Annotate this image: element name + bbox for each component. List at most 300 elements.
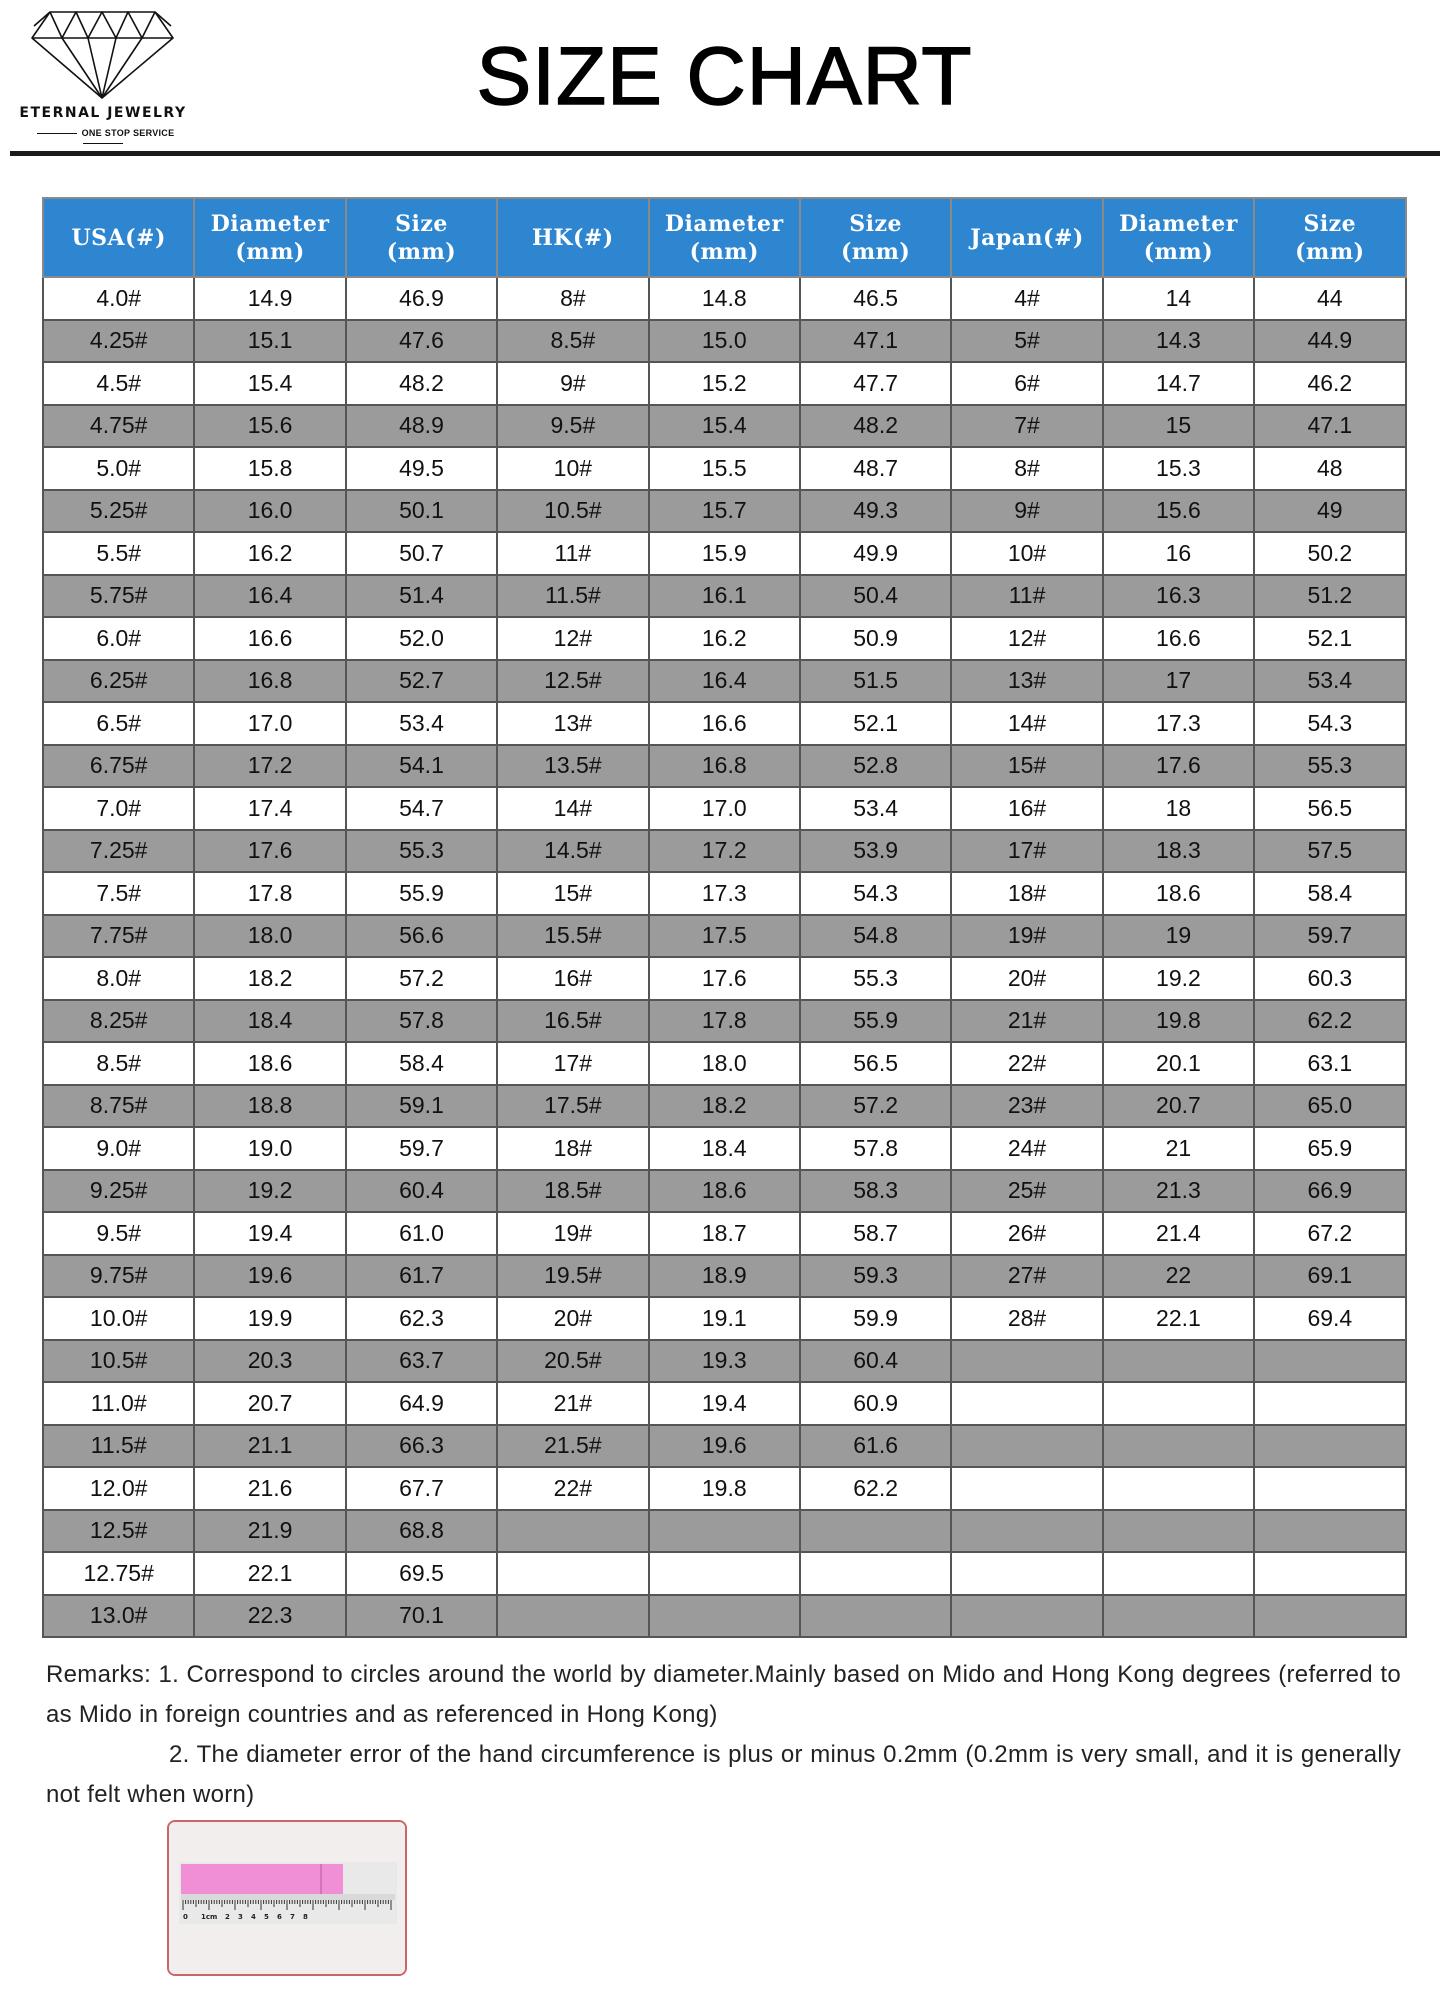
table-row — [43, 1297, 1406, 1340]
table-cell-hk-size: 19# — [497, 1212, 648, 1255]
table-cell-hk-diameter: 17.3 — [649, 872, 800, 915]
table-cell-usa-diameter: 22.3 — [194, 1595, 345, 1638]
brand-tagline-text: ONE STOP SERVICE — [81, 128, 175, 138]
ruler-image — [169, 1822, 405, 1974]
table-cell-usa-diameter: 16.4 — [194, 575, 345, 618]
header-text: Size — [1303, 210, 1357, 237]
table-cell-japan-diameter — [1103, 1382, 1254, 1425]
table-cell-usa-circumference: 55.9 — [346, 872, 497, 915]
table-cell-usa-circumference: 50.1 — [346, 490, 497, 533]
table-cell-usa-size: 10.5# — [43, 1340, 194, 1383]
table-cell-hk-circumference: 58.3 — [800, 1170, 951, 1213]
remark-1: Remarks: 1. Correspond to circles around the world by diameter.Mainly based on Mido and Hong Kong degrees (referred to as Mido in foreign countries and as referenced in Hong Kong) — [46, 1661, 1401, 1728]
ruler-tick-label: 6 — [277, 1913, 282, 1921]
table-cell-hk-diameter: 17.5 — [649, 915, 800, 958]
remarks — [46, 1655, 1401, 1815]
table-cell-hk-diameter: 17.0 — [649, 787, 800, 830]
table-cell-usa-diameter: 17.4 — [194, 787, 345, 830]
table-row — [43, 957, 1406, 1000]
table-row — [43, 490, 1406, 533]
table-cell-japan-diameter: 21.4 — [1103, 1212, 1254, 1255]
ruler-unit-label: 1cm — [201, 1913, 218, 1921]
table-cell-hk-size: 17.5# — [497, 1085, 648, 1128]
table-cell-japan-diameter — [1103, 1595, 1254, 1638]
table-header-row — [43, 198, 1406, 277]
table-cell-usa-size: 9.75# — [43, 1255, 194, 1298]
ruler-tick-label: 0 — [183, 1913, 188, 1921]
table-cell-usa-circumference: 55.3 — [346, 830, 497, 873]
table-cell-japan-diameter: 18.6 — [1103, 872, 1254, 915]
table-cell-usa-circumference: 48.9 — [346, 405, 497, 448]
table-cell-hk-size: 18# — [497, 1127, 648, 1170]
table-cell-hk-circumference: 61.6 — [800, 1425, 951, 1468]
table-cell-hk-circumference: 52.1 — [800, 702, 951, 745]
table-cell-japan-circumference — [1254, 1595, 1405, 1638]
table-cell-usa-circumference: 52.0 — [346, 617, 497, 660]
table-cell-japan-size: 15# — [951, 745, 1102, 788]
table-cell-hk-size: 12# — [497, 617, 648, 660]
table-cell-japan-circumference — [1254, 1340, 1405, 1383]
table-cell-hk-circumference: 55.9 — [800, 1000, 951, 1043]
table-cell-japan-size: 7# — [951, 405, 1102, 448]
ruler-tick-label: 4 — [251, 1913, 256, 1921]
header-text: Size — [849, 210, 903, 237]
table-cell-japan-diameter: 21 — [1103, 1127, 1254, 1170]
table-cell-japan-size: 26# — [951, 1212, 1102, 1255]
table-cell-hk-size: 17# — [497, 1042, 648, 1085]
table-cell-hk-circumference: 47.1 — [800, 320, 951, 363]
table-cell-japan-circumference: 58.4 — [1254, 872, 1405, 915]
header-usa-diameter — [194, 198, 345, 277]
header-japan-size — [951, 198, 1102, 277]
table-cell-usa-size: 13.0# — [43, 1595, 194, 1638]
table-cell-japan-diameter: 20.7 — [1103, 1085, 1254, 1128]
table-cell-hk-size: 9.5# — [497, 405, 648, 448]
table-cell-hk-circumference: 59.3 — [800, 1255, 951, 1298]
table-cell-hk-size: 18.5# — [497, 1170, 648, 1213]
table-cell-usa-diameter: 16.2 — [194, 532, 345, 575]
table-cell-japan-size: 4# — [951, 277, 1102, 320]
table-row — [43, 617, 1406, 660]
header-text: Diameter — [210, 210, 330, 237]
table-cell-hk-circumference: 48.7 — [800, 447, 951, 490]
title-divider — [10, 151, 1440, 156]
table-cell-japan-circumference: 66.9 — [1254, 1170, 1405, 1213]
header-hk-circumference — [800, 198, 951, 277]
table-cell-usa-circumference: 54.7 — [346, 787, 497, 830]
table-cell-usa-diameter: 15.8 — [194, 447, 345, 490]
table-body — [43, 277, 1406, 1637]
table-cell-usa-size: 6.5# — [43, 702, 194, 745]
table-cell-japan-size: 10# — [951, 532, 1102, 575]
table-cell-japan-size: 8# — [951, 447, 1102, 490]
table-cell-usa-diameter: 14.9 — [194, 277, 345, 320]
header-text: (mm) — [1295, 238, 1365, 265]
remark-2: 2. The diameter error of the hand circumference is plus or minus 0.2mm (0.2mm is very small, and it is generally not felt when worn) — [46, 1741, 1401, 1808]
header-text: (mm) — [386, 238, 457, 265]
table-cell-hk-diameter: 15.7 — [649, 490, 800, 533]
table-cell-hk-size: 22# — [497, 1467, 648, 1510]
table-cell-hk-circumference: 53.4 — [800, 787, 951, 830]
table-cell-hk-circumference: 57.2 — [800, 1085, 951, 1128]
table-cell-hk-size: 14.5# — [497, 830, 648, 873]
table-cell-usa-size: 6.0# — [43, 617, 194, 660]
table-cell-japan-size: 9# — [951, 490, 1102, 533]
header-text: Size — [395, 210, 448, 237]
table-cell-usa-diameter: 16.6 — [194, 617, 345, 660]
table-cell-japan-diameter: 17.6 — [1103, 745, 1254, 788]
table-cell-usa-circumference: 59.7 — [346, 1127, 497, 1170]
table-cell-hk-size: 19.5# — [497, 1255, 648, 1298]
table-row — [43, 787, 1406, 830]
table-row — [43, 1170, 1406, 1213]
table-cell-japan-circumference: 50.2 — [1254, 532, 1405, 575]
table-cell-hk-size: 15.5# — [497, 915, 648, 958]
table-cell-japan-size: 16# — [951, 787, 1102, 830]
table-cell-hk-size: 11.5# — [497, 575, 648, 618]
table-cell-japan-size — [951, 1425, 1102, 1468]
table-cell-japan-diameter — [1103, 1552, 1254, 1595]
table-cell-usa-circumference: 68.8 — [346, 1510, 497, 1553]
table-cell-usa-circumference: 46.9 — [346, 277, 497, 320]
table-cell-japan-circumference: 46.2 — [1254, 362, 1405, 405]
table-cell-usa-size: 7.0# — [43, 787, 194, 830]
table-cell-hk-circumference: 53.9 — [800, 830, 951, 873]
table-cell-usa-circumference: 52.7 — [346, 660, 497, 703]
table-cell-japan-diameter: 14 — [1103, 277, 1254, 320]
table-cell-hk-diameter: 19.8 — [649, 1467, 800, 1510]
table-cell-japan-size: 28# — [951, 1297, 1102, 1340]
ruler-tick-label: 3 — [238, 1913, 243, 1921]
table-cell-japan-diameter: 19.2 — [1103, 957, 1254, 1000]
table-cell-hk-diameter: 19.1 — [649, 1297, 800, 1340]
table-cell-hk-size: 11# — [497, 532, 648, 575]
table-cell-japan-diameter: 16.3 — [1103, 575, 1254, 618]
tagline-rule-right — [83, 143, 123, 144]
table-row — [43, 1425, 1406, 1468]
table-cell-hk-size: 16# — [497, 957, 648, 1000]
table-cell-usa-circumference: 49.5 — [346, 447, 497, 490]
table-cell-japan-size: 21# — [951, 1000, 1102, 1043]
table-cell-hk-diameter: 15.0 — [649, 320, 800, 363]
table-cell-usa-size: 5.25# — [43, 490, 194, 533]
table-cell-japan-size: 20# — [951, 957, 1102, 1000]
table-cell-usa-circumference: 66.3 — [346, 1425, 497, 1468]
table-cell-hk-diameter: 17.8 — [649, 1000, 800, 1043]
table-cell-hk-diameter: 14.8 — [649, 277, 800, 320]
table-cell-hk-diameter: 16.1 — [649, 575, 800, 618]
table-cell-usa-circumference: 57.8 — [346, 1000, 497, 1043]
table-cell-japan-circumference: 48 — [1254, 447, 1405, 490]
table-cell-japan-diameter: 16.6 — [1103, 617, 1254, 660]
ruler-tick-label: 8 — [303, 1913, 308, 1921]
table-cell-japan-diameter: 19.8 — [1103, 1000, 1254, 1043]
table-row — [43, 872, 1406, 915]
table-cell-hk-size: 8# — [497, 277, 648, 320]
header-hk-diameter — [649, 198, 800, 277]
table-cell-japan-diameter: 15.3 — [1103, 447, 1254, 490]
table-cell-japan-diameter: 18.3 — [1103, 830, 1254, 873]
table-cell-japan-diameter — [1103, 1510, 1254, 1553]
table-cell-usa-size: 8.0# — [43, 957, 194, 1000]
table-cell-usa-circumference: 60.4 — [346, 1170, 497, 1213]
table-cell-japan-circumference: 69.4 — [1254, 1297, 1405, 1340]
table-cell-hk-size: 12.5# — [497, 660, 648, 703]
table-cell-usa-circumference: 56.6 — [346, 915, 497, 958]
table-cell-usa-size: 12.5# — [43, 1510, 194, 1553]
header-text: Japan(#) — [970, 224, 1084, 251]
table-cell-usa-circumference: 63.7 — [346, 1340, 497, 1383]
table-cell-usa-diameter: 19.6 — [194, 1255, 345, 1298]
table-cell-japan-size — [951, 1552, 1102, 1595]
table-cell-japan-circumference: 47.1 — [1254, 405, 1405, 448]
table-cell-usa-diameter: 18.4 — [194, 1000, 345, 1043]
table-row — [43, 1552, 1406, 1595]
table-cell-usa-diameter: 19.2 — [194, 1170, 345, 1213]
header-text: HK(#) — [532, 224, 614, 251]
header-japan-diameter — [1103, 198, 1254, 277]
brand-name: ETERNAL JEWELRY — [19, 105, 187, 121]
table-cell-hk-diameter: 19.4 — [649, 1382, 800, 1425]
table-cell-japan-circumference — [1254, 1510, 1405, 1553]
header-text: (mm) — [840, 238, 911, 265]
table-cell-usa-size: 11.5# — [43, 1425, 194, 1468]
table-row — [43, 1255, 1406, 1298]
table-cell-usa-diameter: 17.0 — [194, 702, 345, 745]
table-cell-usa-diameter: 19.4 — [194, 1212, 345, 1255]
table-row — [43, 362, 1406, 405]
table-cell-hk-diameter: 15.4 — [649, 405, 800, 448]
table-cell-hk-diameter: 16.4 — [649, 660, 800, 703]
table-cell-usa-size: 4.5# — [43, 362, 194, 405]
table-cell-hk-circumference: 59.9 — [800, 1297, 951, 1340]
header-text: Diameter — [1119, 210, 1238, 237]
table-cell-hk-circumference: 56.5 — [800, 1042, 951, 1085]
table-row — [43, 1382, 1406, 1425]
table-cell-usa-circumference: 59.1 — [346, 1085, 497, 1128]
ruler-tick-label: 5 — [264, 1913, 269, 1921]
table-cell-hk-size — [497, 1595, 648, 1638]
table-cell-hk-circumference: 60.9 — [800, 1382, 951, 1425]
table-row — [43, 575, 1406, 618]
table-cell-hk-circumference: 46.5 — [800, 277, 951, 320]
table-cell-hk-diameter: 18.2 — [649, 1085, 800, 1128]
table-cell-hk-diameter: 18.9 — [649, 1255, 800, 1298]
table-cell-japan-size — [951, 1340, 1102, 1383]
table-cell-usa-size: 4.25# — [43, 320, 194, 363]
table-cell-usa-diameter: 19.9 — [194, 1297, 345, 1340]
table-cell-japan-size — [951, 1510, 1102, 1553]
table-cell-japan-size: 24# — [951, 1127, 1102, 1170]
table-row — [43, 1340, 1406, 1383]
table-row — [43, 277, 1406, 320]
table-row — [43, 702, 1406, 745]
table-cell-hk-circumference — [800, 1510, 951, 1553]
table-cell-usa-diameter: 17.2 — [194, 745, 345, 788]
table-row — [43, 1085, 1406, 1128]
table-cell-japan-circumference: 52.1 — [1254, 617, 1405, 660]
table-cell-japan-size: 23# — [951, 1085, 1102, 1128]
table-cell-hk-size: 13# — [497, 702, 648, 745]
table-cell-usa-size: 4.0# — [43, 277, 194, 320]
table-row — [43, 915, 1406, 958]
table-cell-hk-circumference: 49.9 — [800, 532, 951, 575]
table-cell-usa-size: 8.25# — [43, 1000, 194, 1043]
table-cell-usa-diameter: 15.4 — [194, 362, 345, 405]
table-cell-japan-diameter: 14.3 — [1103, 320, 1254, 363]
table-cell-japan-circumference: 63.1 — [1254, 1042, 1405, 1085]
table-cell-japan-diameter: 21.3 — [1103, 1170, 1254, 1213]
ruler-tick-label: 7 — [290, 1913, 295, 1921]
table-cell-usa-diameter: 21.6 — [194, 1467, 345, 1510]
table-cell-hk-diameter: 15.5 — [649, 447, 800, 490]
table-cell-japan-size: 27# — [951, 1255, 1102, 1298]
table-cell-japan-diameter — [1103, 1425, 1254, 1468]
table-cell-usa-circumference: 67.7 — [346, 1467, 497, 1510]
table-cell-usa-diameter: 20.3 — [194, 1340, 345, 1383]
table-cell-hk-diameter: 15.9 — [649, 532, 800, 575]
table-cell-hk-size: 9# — [497, 362, 648, 405]
table-cell-japan-diameter: 17.3 — [1103, 702, 1254, 745]
table-row — [43, 532, 1406, 575]
table-cell-japan-diameter: 19 — [1103, 915, 1254, 958]
table-cell-hk-diameter: 16.2 — [649, 617, 800, 660]
table-cell-usa-diameter: 21.1 — [194, 1425, 345, 1468]
table-cell-usa-diameter: 15.1 — [194, 320, 345, 363]
table-cell-japan-circumference: 44.9 — [1254, 320, 1405, 363]
table-row — [43, 745, 1406, 788]
table-cell-japan-circumference: 65.0 — [1254, 1085, 1405, 1128]
table-cell-usa-diameter: 18.0 — [194, 915, 345, 958]
header-text: (mm) — [689, 238, 759, 265]
table-cell-usa-size: 8.5# — [43, 1042, 194, 1085]
table-cell-japan-circumference: 56.5 — [1254, 787, 1405, 830]
table-row — [43, 1595, 1406, 1638]
table-cell-japan-size: 17# — [951, 830, 1102, 873]
table-cell-hk-circumference — [800, 1595, 951, 1638]
table-cell-hk-diameter: 18.0 — [649, 1042, 800, 1085]
table-cell-japan-diameter — [1103, 1340, 1254, 1383]
table-cell-japan-diameter: 22 — [1103, 1255, 1254, 1298]
table-cell-hk-size: 15# — [497, 872, 648, 915]
table-cell-japan-diameter: 20.1 — [1103, 1042, 1254, 1085]
table-cell-usa-size: 5.5# — [43, 532, 194, 575]
header-japan-circumference — [1254, 198, 1405, 277]
ruler-tick-label: 2 — [225, 1913, 230, 1921]
table-cell-usa-diameter: 17.8 — [194, 872, 345, 915]
table-cell-japan-diameter: 15.6 — [1103, 490, 1254, 533]
table-cell-hk-circumference: 57.8 — [800, 1127, 951, 1170]
table-cell-hk-size — [497, 1552, 648, 1595]
table-cell-japan-circumference: 65.9 — [1254, 1127, 1405, 1170]
table-row — [43, 660, 1406, 703]
table-cell-usa-size: 7.5# — [43, 872, 194, 915]
table-row — [43, 1000, 1406, 1043]
table-cell-usa-circumference: 69.5 — [346, 1552, 497, 1595]
table-cell-hk-size: 16.5# — [497, 1000, 648, 1043]
table-row — [43, 1212, 1406, 1255]
table-cell-hk-circumference: 55.3 — [800, 957, 951, 1000]
table-cell-japan-size: 18# — [951, 872, 1102, 915]
table-cell-usa-circumference: 48.2 — [346, 362, 497, 405]
table-cell-usa-diameter: 18.6 — [194, 1042, 345, 1085]
table-cell-hk-circumference: 62.2 — [800, 1467, 951, 1510]
table-cell-japan-size: 5# — [951, 320, 1102, 363]
header-text: Diameter — [664, 210, 784, 237]
table-cell-japan-circumference: 51.2 — [1254, 575, 1405, 618]
table-cell-hk-size: 8.5# — [497, 320, 648, 363]
table-cell-japan-diameter: 18 — [1103, 787, 1254, 830]
table-cell-japan-circumference: 57.5 — [1254, 830, 1405, 873]
header-text: USA(#) — [71, 224, 166, 251]
table-row — [43, 1467, 1406, 1510]
table-cell-japan-size: 11# — [951, 575, 1102, 618]
size-chart-table — [42, 197, 1407, 1638]
table-cell-japan-size: 22# — [951, 1042, 1102, 1085]
table-row — [43, 830, 1406, 873]
ruler-photo — [167, 1820, 407, 1976]
table-cell-japan-circumference: 69.1 — [1254, 1255, 1405, 1298]
table-cell-usa-circumference: 57.2 — [346, 957, 497, 1000]
table-cell-hk-diameter: 18.7 — [649, 1212, 800, 1255]
table-cell-usa-circumference: 54.1 — [346, 745, 497, 788]
table-cell-japan-size: 12# — [951, 617, 1102, 660]
table-cell-japan-size: 19# — [951, 915, 1102, 958]
table-cell-usa-size: 8.75# — [43, 1085, 194, 1128]
table-cell-hk-circumference: 52.8 — [800, 745, 951, 788]
table-cell-usa-circumference: 62.3 — [346, 1297, 497, 1340]
table-cell-hk-size: 21.5# — [497, 1425, 648, 1468]
table-cell-japan-size — [951, 1467, 1102, 1510]
table-cell-usa-size: 10.0# — [43, 1297, 194, 1340]
table-cell-hk-diameter: 19.3 — [649, 1340, 800, 1383]
table-cell-hk-diameter: 16.6 — [649, 702, 800, 745]
header-usa-circumference — [346, 198, 497, 277]
table-cell-japan-diameter — [1103, 1467, 1254, 1510]
table-cell-hk-circumference: 48.2 — [800, 405, 951, 448]
table-cell-usa-size: 4.75# — [43, 405, 194, 448]
table-cell-japan-size: 14# — [951, 702, 1102, 745]
table-cell-japan-size — [951, 1595, 1102, 1638]
table-row — [43, 447, 1406, 490]
table-cell-usa-size: 12.75# — [43, 1552, 194, 1595]
table-cell-hk-diameter: 19.6 — [649, 1425, 800, 1468]
page-title: SIZE CHART — [476, 31, 973, 122]
table-cell-usa-diameter: 21.9 — [194, 1510, 345, 1553]
table-cell-hk-size: 13.5# — [497, 745, 648, 788]
table-cell-usa-diameter: 22.1 — [194, 1552, 345, 1595]
table-cell-usa-size: 9.0# — [43, 1127, 194, 1170]
table-row — [43, 1510, 1406, 1553]
table-cell-japan-circumference: 55.3 — [1254, 745, 1405, 788]
table-cell-usa-diameter: 20.7 — [194, 1382, 345, 1425]
table-cell-hk-diameter — [649, 1595, 800, 1638]
table-cell-hk-size — [497, 1510, 648, 1553]
table-cell-usa-size: 6.75# — [43, 745, 194, 788]
table-cell-japan-circumference: 53.4 — [1254, 660, 1405, 703]
table-cell-japan-diameter: 16 — [1103, 532, 1254, 575]
table-cell-usa-size: 5.0# — [43, 447, 194, 490]
table-cell-usa-size: 7.25# — [43, 830, 194, 873]
table-cell-japan-circumference — [1254, 1425, 1405, 1468]
table-cell-japan-circumference: 49 — [1254, 490, 1405, 533]
table-cell-japan-circumference — [1254, 1552, 1405, 1595]
table-cell-usa-circumference: 50.7 — [346, 532, 497, 575]
table-cell-japan-size: 6# — [951, 362, 1102, 405]
table-cell-usa-diameter: 15.6 — [194, 405, 345, 448]
table-cell-japan-circumference: 60.3 — [1254, 957, 1405, 1000]
table-cell-hk-circumference: 47.7 — [800, 362, 951, 405]
